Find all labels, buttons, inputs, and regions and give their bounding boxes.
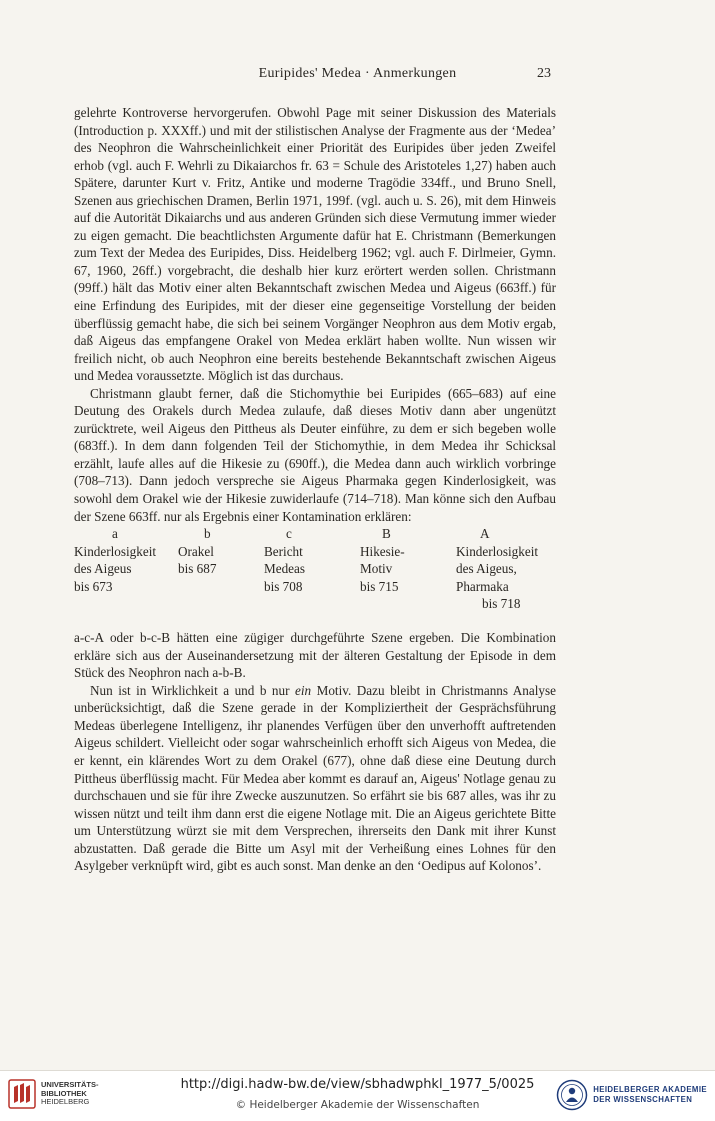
- scheme-line: bis 687: [178, 561, 217, 577]
- scheme-line: bis 718: [482, 596, 521, 612]
- viewer-footer: [0, 1070, 715, 1121]
- scheme-label: c: [286, 526, 292, 542]
- academy-name: [593, 1085, 707, 1105]
- paragraph-1: gelehrte Kontroverse hervorgerufen. Obwohl Page mit seiner Diskussion des Materials (Introduction p. XXXff.) und mit der stilistischen Analyse der Fragmente aus der ‘Medea’ des Neophron die Wahrscheinlichkeit einer Priorität des Euripides über jeden Zweifel erhob (vgl. auch F. Wehrli zu Dikaiarchos fr. 63 = Schule des Aristoteles 1,27) haben auch Spätere, darunter Kurt v. Fritz, Antike und moderne Tragödie 334ff., und Bruno Snell, Szenen aus griechischen Dramen, Berlin 1971, 199f. (vgl. auch u. S. 26), mit dem Hinweis auf die Autorität Dikaiarchs und aus anderen Gründen sich diese Vermutung immer wieder zu eigen gemacht. Die beachtlichsten Argumente dafür hat E. Christmann (Bemerkungen zum Text der Medea des Euripides, Diss. Heidelberg 1962; vgl. auch F. Dirlmeier, Gymn. 67, 1960, 26ff.) vorgebracht, die deshalb hier kurz erörtert werden sollen. Christmann (99ff.) hält das Motiv einer alten Bekanntschaft zwischen Medea und Aigeus (663ff.) für eine Erfindung des Euripides, mit der dieser eine gegenseitige Vorstellung der beiden überflüssig gemacht habe, die sich bei seinem Vorgänger Neophron aus dem Motiv ergab, daß Aigeus das empfangene Orakel von Medea erklärt haben wollte. Nun wissen wir freilich nicht, ob auch Neophron eine bereits bestehende Bekanntschaft zwischen Aigeus und Medea voraussetzte. Möglich ist das durchaus.: [74, 105, 556, 384]
- running-head: Euripides' Medea · Anmerkungen: [258, 66, 457, 81]
- scheme-line: bis 708: [264, 578, 303, 594]
- scheme-label: A: [480, 526, 490, 542]
- paragraph-4-rest: Motiv. Dazu bleibt in Christmanns Analyse unberücksichtigt, daß die Szene gerade in der Kompliziertheit der Gesprächsführung Medeas überlegene Intelligenz, ihr planendes Verfügen über den unverhofft auftretenden Aigeus schildert. Vielleicht oder sogar wahrscheinlich erhofft sich Aigeus von Medea, die er kennt, ein klärendes Wort zu dem Orakel (677), ohne daß diese eine Deutung durch Pittheus überflüssig macht. Für Medea aber kommt es darauf an, Aigeus' Notlage genau zu durchschauen und sie für ihre Zwecke auszunutzen. So erfährt sie bis 687 alles, was ihr zu wissen nützt und teilt ihm dann erst die eigene Notlage mit. Die an Aigeus gerichtete Bitte um Unterstützung würzt sie mit dem Versprechen, ihrerseits den Dank mit ihrer Kunst abzustatten. Daß gerade die Bitte um Asyl mit der Verheißung eines Lohnes für den Asylgeber verknüpft wird, gibt es auch sonst. Man denke an den ‘Oedipus auf Kolonos’.: [74, 682, 556, 874]
- scheme-line: Kinderlosigkeit: [456, 543, 539, 559]
- scheme-label: b: [204, 526, 211, 542]
- paragraph-3: a-c-A oder b-c-B hätten eine zügiger durchgeführte Szene ergeben. Die Kombination erkläre sich aus der Auseinandersetzung mit der älteren Gestaltung der Episode in dem Stück des Neophron nach a-b-B.: [74, 630, 556, 681]
- academy-line: DER WISSENSCHAFTEN: [593, 1095, 693, 1104]
- academy-line: HEIDELBERGER AKADEMIE: [593, 1085, 707, 1094]
- scheme-line: Orakel: [178, 543, 214, 559]
- contamination-scheme: [74, 525, 556, 629]
- scheme-label: B: [382, 526, 391, 542]
- scheme-line: des Aigeus,: [456, 561, 517, 577]
- scheme-column-a: [74, 525, 164, 595]
- academy-logo-link[interactable]: [556, 1079, 707, 1111]
- scheme-line: des Aigeus: [74, 561, 132, 577]
- scheme-line: Medeas: [264, 561, 306, 577]
- library-line: BIBLIOTHEK: [41, 1088, 87, 1098]
- scheme-line: Bericht: [264, 543, 303, 559]
- paragraph-2: Christmann glaubt ferner, daß die Stichomythie bei Euripides (665–683) auf eine Deutung des Orakels durch Medea zulaufe, daß dieses Motiv dann aber ungenützt zurücktrete, weil Aigeus den Pittheus als Deuter einführe, zu dem er sich begeben wolle (683ff.). In dem dann folgenden Teil der Stichomythie, in dem Medea ihr Schicksal erzählt, laufe alles auf die Hikesie zu (690ff.), die Medea dann auch wirklich vorbringe (708–713). Dann jedoch verspreche sie Aigeus Pharmaka gegen Kinderlosigkeit, was sowohl dem Orakel wie der Hikesie zuwiderlaufe (714–718). Man könne sich den Aufbau der Szene 663ff. nur als Ergebnis einer Kontamination erklären:: [74, 385, 556, 524]
- scheme-column-c: [264, 525, 344, 595]
- paragraph-4: [74, 682, 556, 875]
- permalink[interactable]: http://digi.hadw-bw.de/view/sbhadwphkl_1977_5/0025: [180, 1077, 535, 1092]
- scheme-column-A: [456, 525, 556, 613]
- library-line: HEIDELBERG: [41, 1097, 90, 1107]
- scheme-line: bis 673: [74, 578, 113, 594]
- scheme-line: Kinderlosigkeit: [74, 543, 157, 559]
- scheme-line: Motiv: [360, 561, 393, 577]
- scheme-line: Pharmaka: [456, 578, 509, 594]
- scheme-column-b: [178, 525, 248, 578]
- scheme-line: bis 715: [360, 578, 399, 594]
- paragraph-4-start: Nun ist in Wirklichkeit a und b nur: [90, 682, 295, 698]
- scheme-column-B: [360, 525, 440, 595]
- emphasis: ein: [295, 682, 312, 698]
- scheme-label: a: [112, 526, 118, 542]
- academy-seal-icon: [556, 1079, 588, 1111]
- body-text: [74, 104, 556, 875]
- scheme-line: Hikesie-: [360, 543, 405, 559]
- library-line: UNIVERSITÄTS-: [41, 1080, 99, 1090]
- copyright-notice: © Heidelberger Akademie der Wissenschaften: [235, 1099, 480, 1111]
- page-number: 23: [537, 66, 551, 81]
